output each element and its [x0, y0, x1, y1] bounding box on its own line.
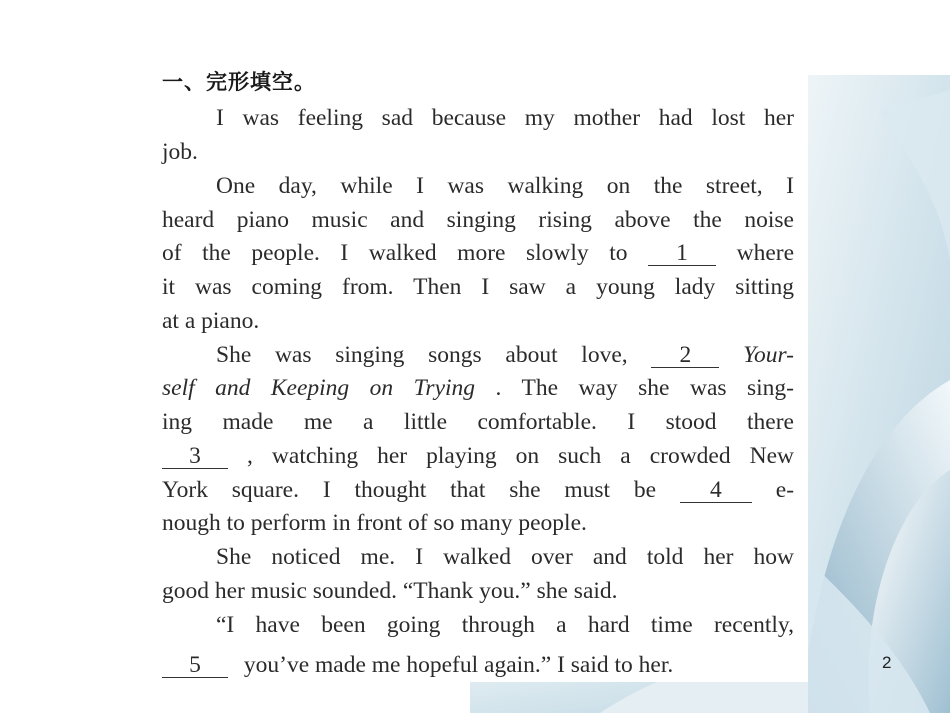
blank-5[interactable]: 5 — [162, 653, 228, 678]
line-text: e- — [775, 477, 795, 503]
blank-3[interactable]: 3 — [162, 444, 228, 469]
line-text: Your- — [743, 342, 795, 368]
passage-line: nough to perform in front of so many people. — [162, 510, 587, 536]
blank-4[interactable]: 4 — [680, 478, 752, 503]
passage-line — [162, 650, 794, 680]
passage-line — [162, 238, 794, 268]
passage-line: job. — [162, 139, 198, 165]
passage-line: it was coming from. Then I saw a young lady sitting — [162, 274, 794, 300]
line-text: of the people. I walked more slowly to — [162, 240, 628, 266]
passage-line: “I have been going through a hard time recently, — [216, 612, 794, 638]
line-text: She was singing songs about love, — [216, 342, 628, 368]
passage-line: at a piano. — [162, 308, 260, 334]
passage-line: She noticed me. I walked over and told her how — [216, 544, 794, 570]
passage-line: ing made me a little comfortable. I stood there — [162, 409, 794, 435]
line-text: where — [736, 240, 795, 266]
song-title: self and Keeping on Trying — [162, 375, 476, 401]
page-number: 2 — [882, 653, 892, 672]
line-text: York square. I thought that she must be — [162, 477, 657, 503]
blank-2[interactable]: 2 — [651, 343, 719, 368]
line-text: . The way she was sing- — [495, 375, 795, 401]
section-heading: 一、完形填空。 — [162, 70, 316, 94]
passage-line — [162, 475, 794, 505]
passage-line: I was feeling sad because my mother had lost her — [216, 105, 794, 131]
passage-line: good her music sounded. “Thank you.” she said. — [162, 578, 618, 604]
line-text: , watching her playing on such a crowded New — [247, 443, 795, 469]
passage-line: heard piano music and singing rising above the noise — [162, 207, 794, 233]
blank-1[interactable]: 1 — [648, 241, 716, 266]
passage-line — [162, 373, 794, 403]
line-text: you’ve made me hopeful again.” I said to her. — [243, 652, 674, 678]
passage-line: One day, while I was walking on the street, I — [216, 173, 794, 199]
passage-line — [162, 340, 794, 370]
passage-line — [162, 441, 794, 471]
